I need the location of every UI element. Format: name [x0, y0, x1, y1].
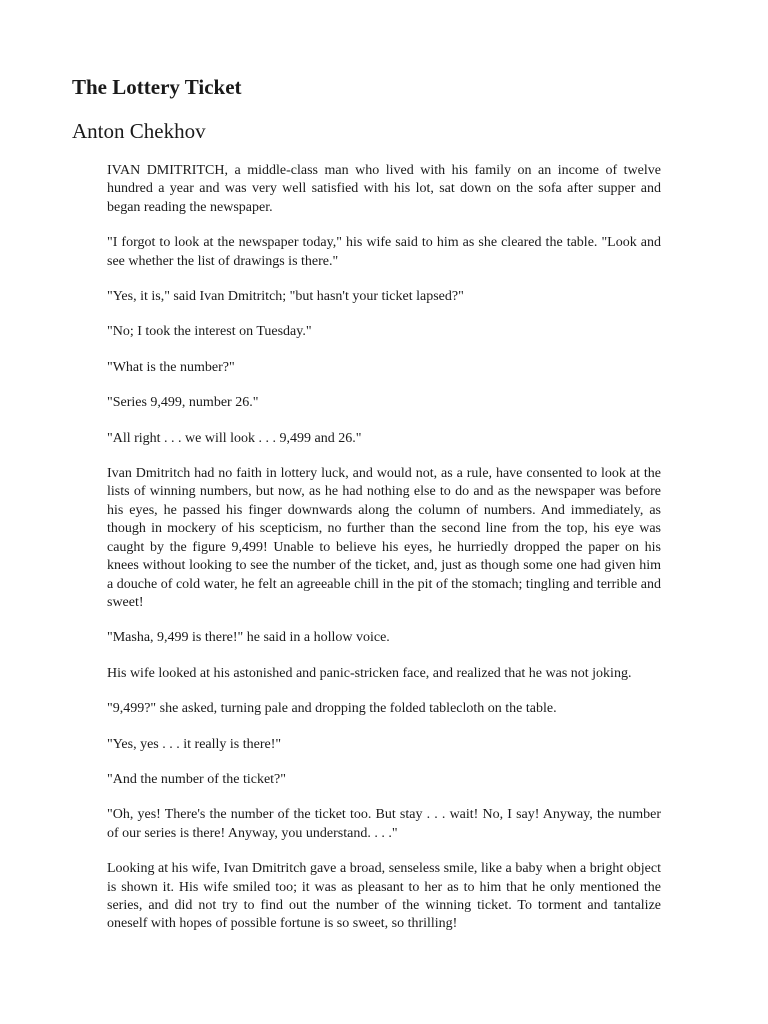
paragraph: "Oh, yes! There's the number of the ticket too. But stay . . . wait! No, I say! Anyway, the number of our series is there! Anyway, you understand. . . ."	[107, 807, 661, 841]
paragraph: "What is the number?"	[107, 359, 235, 375]
paragraph: IVAN DMITRITCH, a middle-class man who lived with his family on an income of twelve hundred a year and was very well satisfied with his lot, sat down on the sofa after supper and began reading the newspaper.	[107, 163, 661, 215]
paragraph: "Series 9,499, number 26."	[107, 395, 259, 411]
paragraph: Looking at his wife, Ivan Dmitritch gave a broad, senseless smile, like a baby when a bright object is shown it. His wife smiled too; it was as pleasant to her as to him that he only mentioned the series, and did not try to find out the number of the winning ticket. To torment and tantalize oneself with hopes of possible fortune is so sweet, so thrilling!	[107, 861, 661, 932]
document-body	[107, 162, 661, 951]
paragraph: "All right . . . we will look . . . 9,499 and 26."	[107, 430, 362, 446]
paragraph: Ivan Dmitritch had no faith in lottery luck, and would not, as a rule, have consented to look at the lists of winning numbers, but now, as he had nothing else to do and as the newspaper was before his eyes, he passed his finger downwards along the column of numbers. And immediately, as though in mockery of his scepticism, no further than the second line from the top, his eye was caught by the figure 9,499! Unable to believe his eyes, he hurriedly dropped the paper on his knees without looking to see the number of the ticket, and, just as though some one had given him a douche of cold water, he felt an agreeable chill in the pit of the stomach; tingling and terrible and sweet!	[107, 466, 661, 610]
paragraph: His wife looked at his astonished and panic-stricken face, and realized that he was not joking.	[107, 665, 632, 681]
paragraph: "Yes, yes . . . it really is there!"	[107, 736, 282, 752]
paragraph: "And the number of the ticket?"	[107, 771, 286, 787]
paragraph: "No; I took the interest on Tuesday."	[107, 324, 312, 340]
document-author: Anton Chekhov	[72, 119, 206, 143]
paragraph: "I forgot to look at the newspaper today," his wife said to him as she cleared the table. "Look and see whether the list of drawings is there."	[107, 235, 661, 269]
document-title: The Lottery Ticket	[72, 75, 242, 99]
paragraph: "Yes, it is," said Ivan Dmitritch; "but hasn't your ticket lapsed?"	[107, 289, 464, 305]
paragraph: "9,499?" she asked, turning pale and dropping the folded tablecloth on the table.	[107, 701, 557, 717]
paragraph: "Masha, 9,499 is there!" he said in a hollow voice.	[107, 630, 390, 646]
